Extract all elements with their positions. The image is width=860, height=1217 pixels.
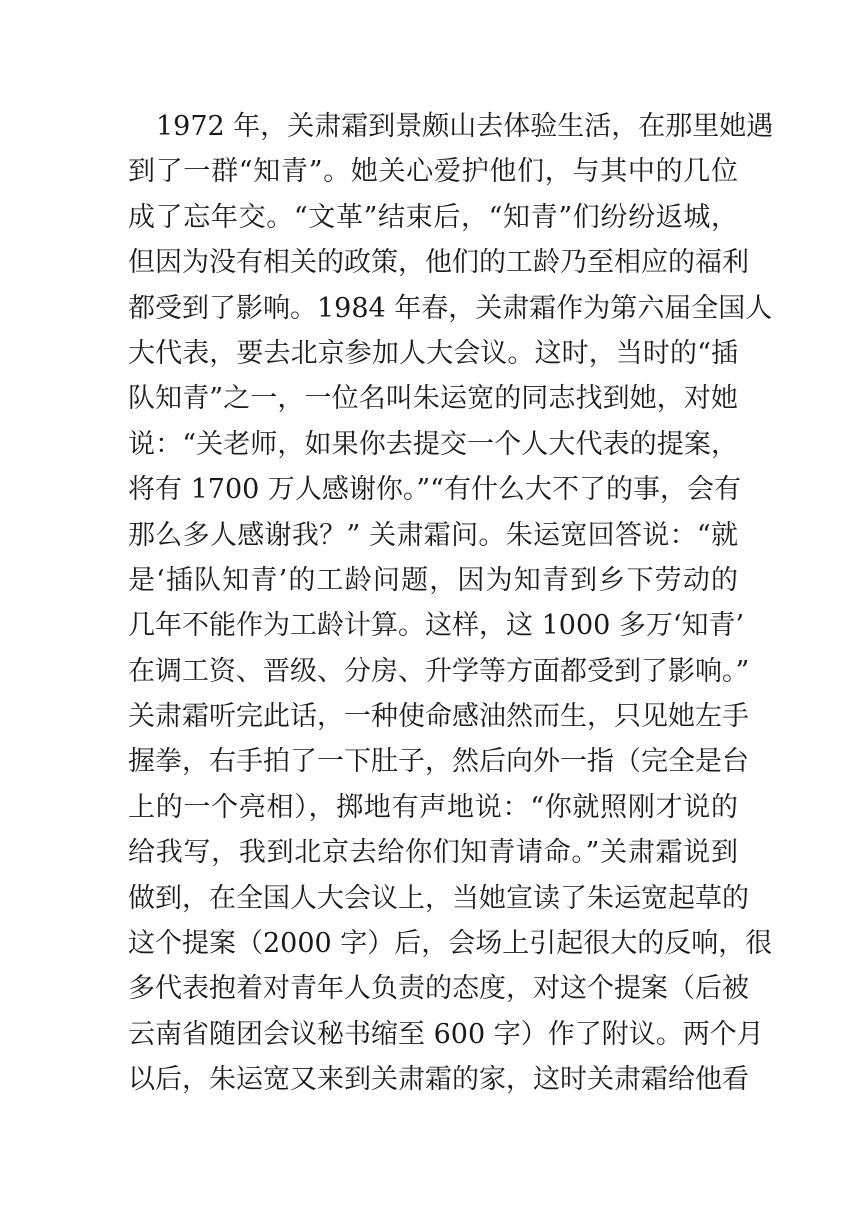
body-paragraph (128, 104, 774, 1103)
text-line: 做到，在全国人大会议上，当她宣读了朱运宽起草的 (128, 882, 749, 914)
text-line: 到了一群“知青”。她关心爱护他们，与其中的几位 (128, 156, 738, 188)
text-line: 1972 年，关肃霜到景颇山去体验生活，在那里她遇 (156, 111, 774, 142)
text-line: 是‘插队知青’的工龄问题，因为知青到乡下劳动的 (128, 564, 738, 596)
text-line: 成了忘年交。“文革”结束后，“知青”们纷纷返城， (128, 201, 738, 233)
text-line: 都受到了影响。1984 年春，关肃霜作为第六届全国人 (128, 292, 773, 324)
text-line: 云南省随团会议秘书缩至 600 字）作了附议。两个月 (128, 1018, 764, 1050)
text-line: 大代表，要去北京参加人大会议。这时，当时的“插 (128, 337, 738, 369)
text-line: 上的一个亮相），掷地有声地说：“你就照刚才说的 (128, 791, 738, 823)
text-line: 关肃霜听完此话，一种使命感油然而生，只见她左手 (128, 701, 749, 733)
text-line: 给我写，我到北京去给你们知青请命。”关肃霜说到 (128, 837, 738, 869)
text-line: 将有 1700 万人感谢你。”“有什么大不了的事，会有 (128, 474, 741, 506)
text-line: 握拳，右手拍了一下肚子，然后向外一指（完全是台 (128, 746, 749, 778)
text-line: 但因为没有相关的政策，他们的工龄乃至相应的福利 (128, 247, 749, 279)
text-line: 队知青”之一，一位名叫朱运宽的同志找到她，对她 (128, 383, 738, 415)
text-line: 那么多人感谢我？” 关肃霜问。朱运宽回答说：“就 (128, 519, 738, 551)
text-line: 这个提案（2000 字）后，会场上引起很大的反响，很 (128, 928, 773, 960)
text-line: 说：“关老师，如果你去提交一个人大代表的提案， (128, 428, 738, 460)
text-line: 以后，朱运宽又来到关肃霜的家，这时关肃霜给他看 (128, 1064, 749, 1096)
text-line: 在调工资、晋级、分房、升学等方面都受到了影响。” (128, 655, 750, 687)
text-line: 多代表抱着对青年人负责的态度，对这个提案（后被 (128, 973, 749, 1005)
text-line: 几年不能作为工龄计算。这样，这 1000 多万‘知青’ (128, 610, 745, 642)
